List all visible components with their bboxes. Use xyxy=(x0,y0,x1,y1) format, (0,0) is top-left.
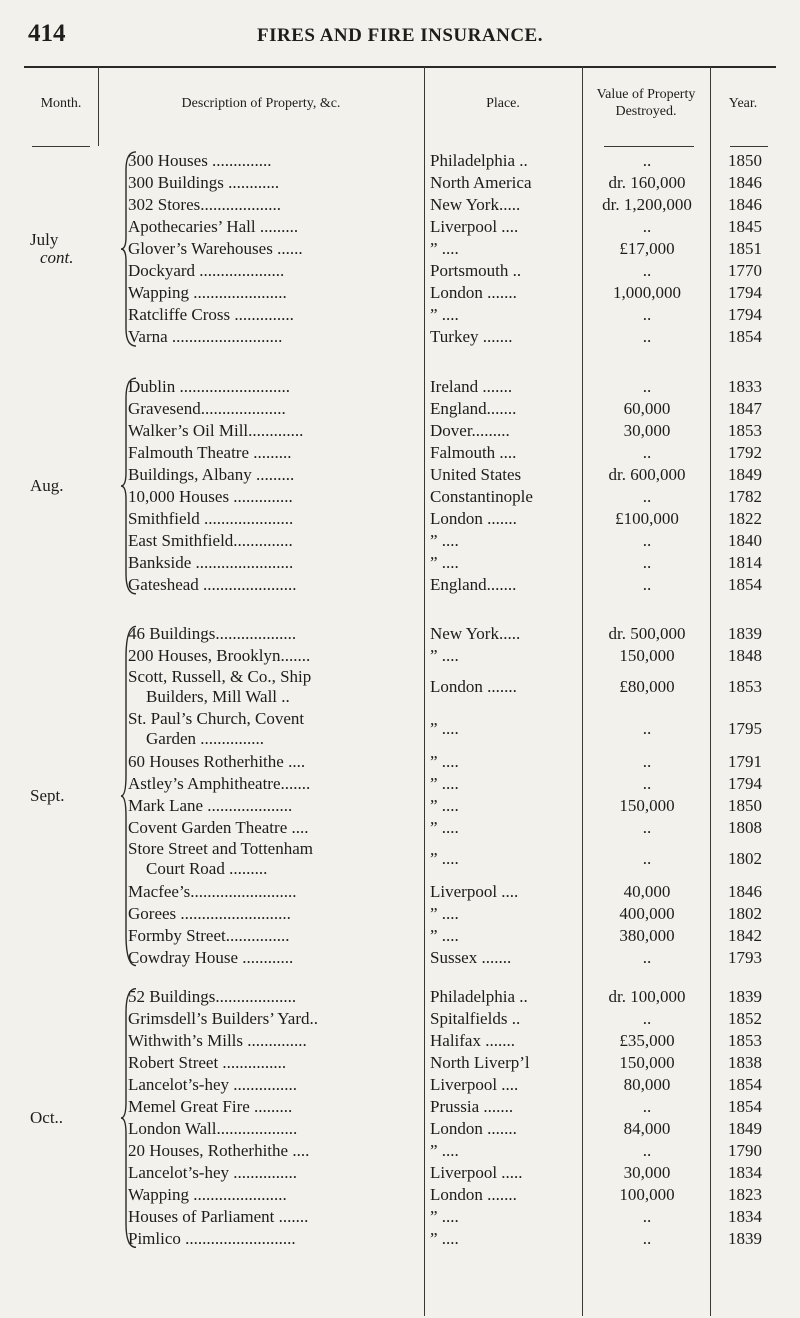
property-description xyxy=(128,326,420,348)
place-cell: Liverpool .... xyxy=(430,1075,519,1094)
year-cell: 1846 xyxy=(728,882,762,901)
value-cell: 30,000 xyxy=(623,421,671,440)
property-description xyxy=(128,398,420,420)
place-cell: Liverpool .... xyxy=(430,882,519,901)
place-cell: ” .... xyxy=(430,796,459,815)
year-cell: 1848 xyxy=(728,646,762,665)
description-line: London Wall................... xyxy=(128,1119,298,1138)
group-brace xyxy=(120,986,138,1250)
group-brace xyxy=(120,376,138,596)
year-cell: 1853 xyxy=(728,1031,762,1050)
place-cell: North Liverp’l xyxy=(430,1053,530,1072)
description-line: Houses of Parliament ....... xyxy=(128,1207,309,1226)
value-cell: .. xyxy=(642,575,652,594)
place-cell: ” .... xyxy=(430,752,459,771)
place-cell: New York..... xyxy=(430,195,521,214)
property-description xyxy=(128,420,420,442)
place-cell: England....... xyxy=(430,399,517,418)
year-cell: 1802 xyxy=(728,904,762,923)
value-cell: £17,000 xyxy=(619,239,675,258)
property-description xyxy=(128,773,420,795)
group-brace xyxy=(120,150,138,348)
year-cell: 1842 xyxy=(728,926,762,945)
year-cell: 1833 xyxy=(728,377,762,396)
property-description xyxy=(128,645,420,667)
month-label xyxy=(30,231,96,267)
month-label xyxy=(30,787,96,805)
value-cell: dr. 600,000 xyxy=(608,465,686,484)
property-description xyxy=(128,552,420,574)
description-line: 60 Houses Rotherhithe .... xyxy=(128,752,306,771)
place-cell: Liverpool .... xyxy=(430,217,519,236)
year-cell: 1846 xyxy=(728,195,762,214)
place-cell: ” .... xyxy=(430,1229,459,1248)
value-cell: .. xyxy=(642,752,652,771)
place-cell: ” .... xyxy=(430,1207,459,1226)
property-description xyxy=(128,304,420,326)
value-cell: 40,000 xyxy=(623,882,671,901)
place-cell: London ....... xyxy=(430,1119,517,1138)
description-line: Lancelot’s-hey ............... xyxy=(128,1075,298,1094)
value-cell: 150,000 xyxy=(619,796,675,815)
value-cell: 150,000 xyxy=(619,646,675,665)
property-description xyxy=(128,881,420,903)
property-description xyxy=(128,238,420,260)
description-line: 302 Stores................... xyxy=(128,195,281,214)
year-cell: 1854 xyxy=(728,327,762,346)
property-description xyxy=(128,1162,420,1184)
place-cell: Philadelphia .. xyxy=(430,987,528,1006)
month-label xyxy=(30,1109,96,1127)
description-line: 10,000 Houses .............. xyxy=(128,487,293,506)
place-cell: ” .... xyxy=(430,646,459,665)
description-line: Store Street and Tottenham xyxy=(128,839,313,858)
description-line: 300 Houses .............. xyxy=(128,151,272,170)
column-divider xyxy=(98,66,99,146)
property-description xyxy=(128,1140,420,1162)
property-description xyxy=(128,508,420,530)
value-cell: 80,000 xyxy=(623,1075,671,1094)
year-cell: 1793 xyxy=(728,948,762,967)
place-cell: Prussia ....... xyxy=(430,1097,514,1116)
value-cell: .. xyxy=(642,1141,652,1160)
month-name: Aug. xyxy=(30,476,64,495)
year-cell: 1839 xyxy=(728,987,762,1006)
property-description xyxy=(128,1228,420,1250)
place-cell: Halifax ....... xyxy=(430,1031,515,1050)
place-cell: London ....... xyxy=(430,1185,517,1204)
value-cell: £80,000 xyxy=(619,677,675,696)
description-line: Astley’s Amphitheatre....... xyxy=(128,774,311,793)
year-cell: 1849 xyxy=(728,465,762,484)
description-line: Smithfield ..................... xyxy=(128,509,294,528)
table-top-rule xyxy=(24,66,776,68)
value-cell: £35,000 xyxy=(619,1031,675,1050)
description-line: Glover’s Warehouses ...... xyxy=(128,239,303,258)
description-line: Walker’s Oil Mill............. xyxy=(128,421,304,440)
value-cell: .. xyxy=(642,1207,652,1226)
place-cell: London ....... xyxy=(430,677,517,696)
property-description xyxy=(128,442,420,464)
description-line: Gravesend.................... xyxy=(128,399,286,418)
property-description xyxy=(128,839,420,879)
place-cell: Sussex ....... xyxy=(430,948,512,967)
place-cell: United States xyxy=(430,465,522,484)
place-cell: Constantinople xyxy=(430,487,533,506)
property-description xyxy=(128,1052,420,1074)
group-brace xyxy=(120,623,138,969)
place-cell: ” .... xyxy=(430,305,459,324)
place-cell: ” .... xyxy=(430,849,459,868)
description-line: Memel Great Fire ......... xyxy=(128,1097,293,1116)
property-description xyxy=(128,216,420,238)
description-line: Cowdray House ............ xyxy=(128,948,294,967)
property-description xyxy=(128,486,420,508)
column-header-year: Year. xyxy=(728,95,758,111)
description-line: Wapping ...................... xyxy=(128,283,287,302)
value-cell: .. xyxy=(642,377,652,396)
month-name: Oct.. xyxy=(30,1108,64,1127)
property-description xyxy=(128,172,420,194)
description-line: Covent Garden Theatre .... xyxy=(128,818,309,837)
year-cell: 1847 xyxy=(728,399,762,418)
place-cell: ” .... xyxy=(430,818,459,837)
property-description xyxy=(128,260,420,282)
value-cell: .. xyxy=(642,151,652,170)
value-cell: .. xyxy=(642,327,652,346)
year-cell: 1808 xyxy=(728,818,762,837)
description-line: Varna .......................... xyxy=(128,327,283,346)
place-cell: Philadelphia .. xyxy=(430,151,528,170)
column-header-month: Month. xyxy=(40,95,82,111)
value-cell: 150,000 xyxy=(619,1053,675,1072)
value-cell: .. xyxy=(642,553,652,572)
property-description xyxy=(128,925,420,947)
description-line: Gorees .......................... xyxy=(128,904,291,923)
place-cell: North America xyxy=(430,173,532,192)
value-cell: .. xyxy=(642,443,652,462)
place-cell: Dover......... xyxy=(430,421,510,440)
description-line: Withwith’s Mills .............. xyxy=(128,1031,307,1050)
place-cell: Falmouth .... xyxy=(430,443,517,462)
value-cell: 30,000 xyxy=(623,1163,671,1182)
place-cell: ” .... xyxy=(430,553,459,572)
year-cell: 1849 xyxy=(728,1119,762,1138)
year-cell: 1770 xyxy=(728,261,762,280)
description-line: 46 Buildings................... xyxy=(128,624,297,643)
place-cell: ” .... xyxy=(430,1141,459,1160)
value-cell: 1,000,000 xyxy=(613,283,681,302)
description-line: Wapping ...................... xyxy=(128,1185,287,1204)
value-cell: .. xyxy=(642,849,652,868)
value-cell: dr. 1,200,000 xyxy=(602,195,692,214)
description-line: Scott, Russell, & Co., Ship xyxy=(128,667,312,686)
description-line: Dublin .......................... xyxy=(128,377,290,396)
value-cell: .. xyxy=(642,487,652,506)
property-description xyxy=(128,282,420,304)
place-cell: ” .... xyxy=(430,774,459,793)
property-description xyxy=(128,376,420,398)
property-description xyxy=(128,623,420,645)
year-cell: 1850 xyxy=(728,796,762,815)
year-cell: 1834 xyxy=(728,1207,762,1226)
property-description xyxy=(128,709,420,749)
place-cell: London ....... xyxy=(430,283,517,302)
year-cell: 1853 xyxy=(728,421,762,440)
description-line: Falmouth Theatre ......... xyxy=(128,443,292,462)
property-description xyxy=(128,1118,420,1140)
year-cell: 1795 xyxy=(728,719,762,738)
year-cell: 1794 xyxy=(728,774,762,793)
description-line: Formby Street............... xyxy=(128,926,290,945)
value-cell: dr. 500,000 xyxy=(608,624,686,643)
column-header-value: Value of Property Destroyed. xyxy=(596,87,696,119)
year-cell: 1838 xyxy=(728,1053,762,1072)
description-line: Apothecaries’ Hall ......... xyxy=(128,217,299,236)
description-line-continued: Garden ............... xyxy=(146,729,265,748)
value-cell: .. xyxy=(642,774,652,793)
value-cell: 84,000 xyxy=(623,1119,671,1138)
place-cell: Liverpool ..... xyxy=(430,1163,523,1182)
header-rule xyxy=(604,146,694,147)
column-header-description: Description of Property, &c. xyxy=(181,95,341,111)
value-cell: .. xyxy=(642,305,652,324)
description-line: 200 Houses, Brooklyn....... xyxy=(128,646,311,665)
place-cell: England....... xyxy=(430,575,517,594)
property-description xyxy=(128,150,420,172)
description-line: St. Paul’s Church, Covent xyxy=(128,709,305,728)
year-cell: 1850 xyxy=(728,151,762,170)
month-label xyxy=(30,477,96,495)
description-line: Macfee’s......................... xyxy=(128,882,297,901)
column-header-place: Place. xyxy=(486,95,520,111)
header-rule xyxy=(730,146,768,147)
place-cell: ” .... xyxy=(430,531,459,550)
description-line: Dockyard .................... xyxy=(128,261,285,280)
property-description xyxy=(128,194,420,216)
value-cell: .. xyxy=(642,261,652,280)
property-description xyxy=(128,1008,420,1030)
value-cell: 100,000 xyxy=(619,1185,675,1204)
page-header xyxy=(24,16,776,56)
value-cell: .. xyxy=(642,531,652,550)
place-cell: New York..... xyxy=(430,624,521,643)
property-description xyxy=(128,817,420,839)
year-cell: 1822 xyxy=(728,509,762,528)
year-cell: 1852 xyxy=(728,1009,762,1028)
description-line: Bankside ....................... xyxy=(128,553,294,572)
description-line-continued: Court Road ......... xyxy=(146,859,268,878)
year-cell: 1851 xyxy=(728,239,762,258)
value-cell: .. xyxy=(642,948,652,967)
value-cell: .. xyxy=(642,1009,652,1028)
property-description xyxy=(128,530,420,552)
description-line: Mark Lane .................... xyxy=(128,796,293,815)
month-name: July xyxy=(30,230,59,249)
value-cell: .. xyxy=(642,1229,652,1248)
description-line: Lancelot’s-hey ............... xyxy=(128,1163,298,1182)
value-cell: 400,000 xyxy=(619,904,675,923)
year-cell: 1854 xyxy=(728,1097,762,1116)
year-cell: 1794 xyxy=(728,305,762,324)
value-cell: 380,000 xyxy=(619,926,675,945)
place-cell: Portsmouth .. xyxy=(430,261,522,280)
year-cell: 1854 xyxy=(728,575,762,594)
description-line: 52 Buildings................... xyxy=(128,987,297,1006)
property-description xyxy=(128,986,420,1008)
description-line: Pimlico .......................... xyxy=(128,1229,296,1248)
month-continued-note: cont. xyxy=(40,248,74,267)
year-cell: 1845 xyxy=(728,217,762,236)
property-description xyxy=(128,947,420,969)
value-cell: dr. 100,000 xyxy=(608,987,686,1006)
year-cell: 1834 xyxy=(728,1163,762,1182)
place-cell: ” .... xyxy=(430,719,459,738)
page-number: 414 xyxy=(28,20,66,47)
property-description xyxy=(128,1096,420,1118)
description-line: 20 Houses, Rotherhithe .... xyxy=(128,1141,310,1160)
year-cell: 1823 xyxy=(728,1185,762,1204)
description-line: Gateshead ...................... xyxy=(128,575,297,594)
year-cell: 1794 xyxy=(728,283,762,302)
description-line-continued: Builders, Mill Wall .. xyxy=(146,687,290,706)
year-cell: 1846 xyxy=(728,173,762,192)
value-cell: .. xyxy=(642,818,652,837)
value-cell: £100,000 xyxy=(615,509,679,528)
place-cell: Turkey ....... xyxy=(430,327,513,346)
property-description xyxy=(128,1030,420,1052)
description-line: East Smithfield.............. xyxy=(128,531,293,550)
header-rule xyxy=(32,146,90,147)
place-cell: Spitalfields .. xyxy=(430,1009,521,1028)
year-cell: 1782 xyxy=(728,487,762,506)
property-description xyxy=(128,1184,420,1206)
value-cell: .. xyxy=(642,217,652,236)
year-cell: 1839 xyxy=(728,624,762,643)
year-cell: 1802 xyxy=(728,849,762,868)
value-cell: .. xyxy=(642,1097,652,1116)
value-cell: 60,000 xyxy=(623,399,671,418)
place-cell: ” .... xyxy=(430,904,459,923)
year-cell: 1792 xyxy=(728,443,762,462)
property-description xyxy=(128,751,420,773)
description-line: Robert Street ............... xyxy=(128,1053,287,1072)
property-description xyxy=(128,903,420,925)
year-cell: 1840 xyxy=(728,531,762,550)
property-description xyxy=(128,574,420,596)
property-description xyxy=(128,1074,420,1096)
year-cell: 1853 xyxy=(728,677,762,696)
year-cell: 1814 xyxy=(728,553,762,572)
property-description xyxy=(128,795,420,817)
value-cell: dr. 160,000 xyxy=(608,173,686,192)
value-cell: .. xyxy=(642,719,652,738)
place-cell: Ireland ....... xyxy=(430,377,513,396)
description-line: 300 Buildings ............ xyxy=(128,173,280,192)
description-line: Ratcliffe Cross .............. xyxy=(128,305,294,324)
year-cell: 1839 xyxy=(728,1229,762,1248)
description-line: Grimsdell’s Builders’ Yard.. xyxy=(128,1009,318,1028)
year-cell: 1791 xyxy=(728,752,762,771)
property-description xyxy=(128,464,420,486)
property-description xyxy=(128,1206,420,1228)
year-cell: 1854 xyxy=(728,1075,762,1094)
place-cell: London ....... xyxy=(430,509,517,528)
description-line: Buildings, Albany ......... xyxy=(128,465,295,484)
property-description xyxy=(128,667,420,707)
month-name: Sept. xyxy=(30,786,65,805)
running-title: FIRES AND FIRE INSURANCE. xyxy=(257,25,543,46)
place-cell: ” .... xyxy=(430,239,459,258)
place-cell: ” .... xyxy=(430,926,459,945)
year-cell: 1790 xyxy=(728,1141,762,1160)
